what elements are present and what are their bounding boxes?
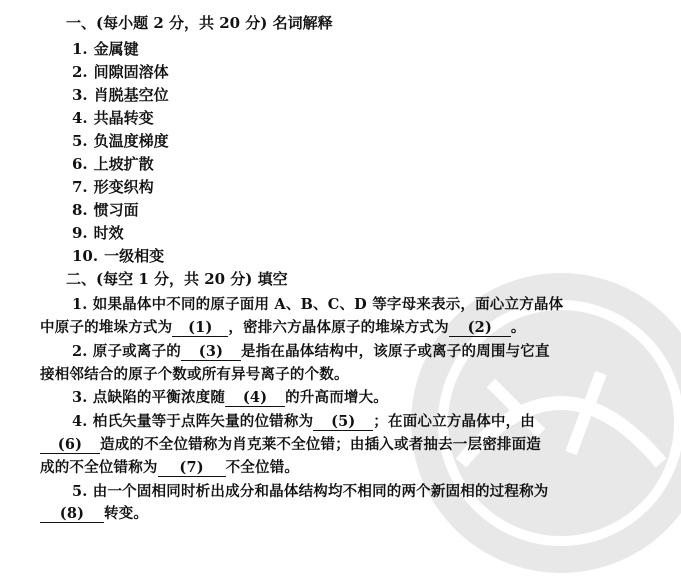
term-item	[72, 38, 139, 59]
question-text: 3. 点缺陷的平衡浓度随	[72, 389, 226, 406]
question-text: 转变。	[104, 505, 149, 522]
answer-blank[interactable]: (1)	[172, 320, 228, 337]
term-text: 金属键	[93, 40, 139, 58]
question-line	[72, 410, 535, 431]
answer-blank[interactable]: (2)	[449, 320, 511, 337]
term-text: 一级相变	[104, 247, 165, 265]
question-line	[40, 316, 526, 337]
term-number: 5.	[72, 132, 88, 150]
question-line: 接相邻结合的原子个数或所有异号离子的个数。	[40, 366, 349, 383]
term-item	[72, 130, 169, 151]
answer-blank[interactable]: (7)	[158, 460, 226, 477]
term-text: 惯习面	[93, 201, 139, 219]
term-text: 时效	[93, 224, 124, 242]
section1-title: 一、(每小题 2 分，共 20 分) 名词解释	[66, 14, 333, 32]
term-number: 1.	[72, 40, 88, 58]
answer-blank[interactable]: (6)	[40, 437, 100, 454]
question-text: 是指在晶体结构中，该原子或离子的周围与它直	[241, 343, 550, 360]
term-number: 8.	[72, 201, 88, 219]
term-number: 2.	[72, 63, 88, 81]
question-text: ，密排六方晶体原子的堆垛方式为	[228, 319, 449, 336]
term-number: 9.	[72, 224, 88, 242]
term-item	[72, 107, 154, 128]
term-item	[72, 84, 169, 105]
question-line	[40, 502, 148, 523]
term-text: 形变织构	[93, 178, 154, 196]
term-text: 间隙固溶体	[93, 63, 169, 81]
term-number: 10.	[72, 247, 99, 265]
term-number: 3.	[72, 86, 88, 104]
term-number: 7.	[72, 178, 88, 196]
term-text: 共晶转变	[93, 109, 154, 127]
question-text: 4. 柏氏矢量等于点阵矢量的位错称为	[72, 413, 314, 430]
term-item	[72, 61, 169, 82]
answer-blank[interactable]: (5)	[313, 414, 373, 431]
question-text: 。	[510, 319, 526, 336]
term-text: 负温度梯度	[93, 132, 169, 150]
answer-blank[interactable]: (3)	[181, 344, 241, 361]
question-text: 的升高而增大。	[285, 389, 388, 406]
section2-title: 二、(每空 1 分，共 20 分) 填空	[66, 270, 288, 288]
term-item	[72, 245, 164, 266]
term-text: 肖脱基空位	[93, 86, 169, 104]
answer-blank[interactable]: (4)	[225, 390, 285, 407]
question-line	[72, 340, 550, 361]
question-text: 成的不全位错称为	[40, 459, 158, 476]
question-line	[40, 456, 299, 477]
question-text: 造成的不全位错称为肖克莱不全位错；由插入或者抽去一层密排面造	[100, 436, 541, 453]
term-text: 上坡扩散	[93, 155, 154, 173]
question-text: ；在面心立方晶体中，由	[373, 413, 535, 430]
term-number: 6.	[72, 155, 88, 173]
question-text: 2. 原子或离子的	[72, 343, 181, 360]
term-item	[72, 176, 154, 197]
question-text: 不全位错。	[225, 459, 300, 476]
term-number: 4.	[72, 109, 88, 127]
question-line	[72, 386, 388, 407]
term-item	[72, 199, 139, 220]
answer-blank[interactable]: (8)	[40, 506, 104, 523]
question-line: 5. 由一个固相同时析出成分和晶体结构均不相同的两个新固相的过程称为	[72, 483, 549, 500]
question-line	[40, 433, 541, 454]
question-text: 中原子的堆垛方式为	[40, 319, 173, 336]
question-line: 1. 如果晶体中不同的原子面用 A、B、C、D 等字母来表示，面心立方晶体	[72, 296, 564, 313]
term-item	[72, 222, 124, 243]
term-item	[72, 153, 154, 174]
